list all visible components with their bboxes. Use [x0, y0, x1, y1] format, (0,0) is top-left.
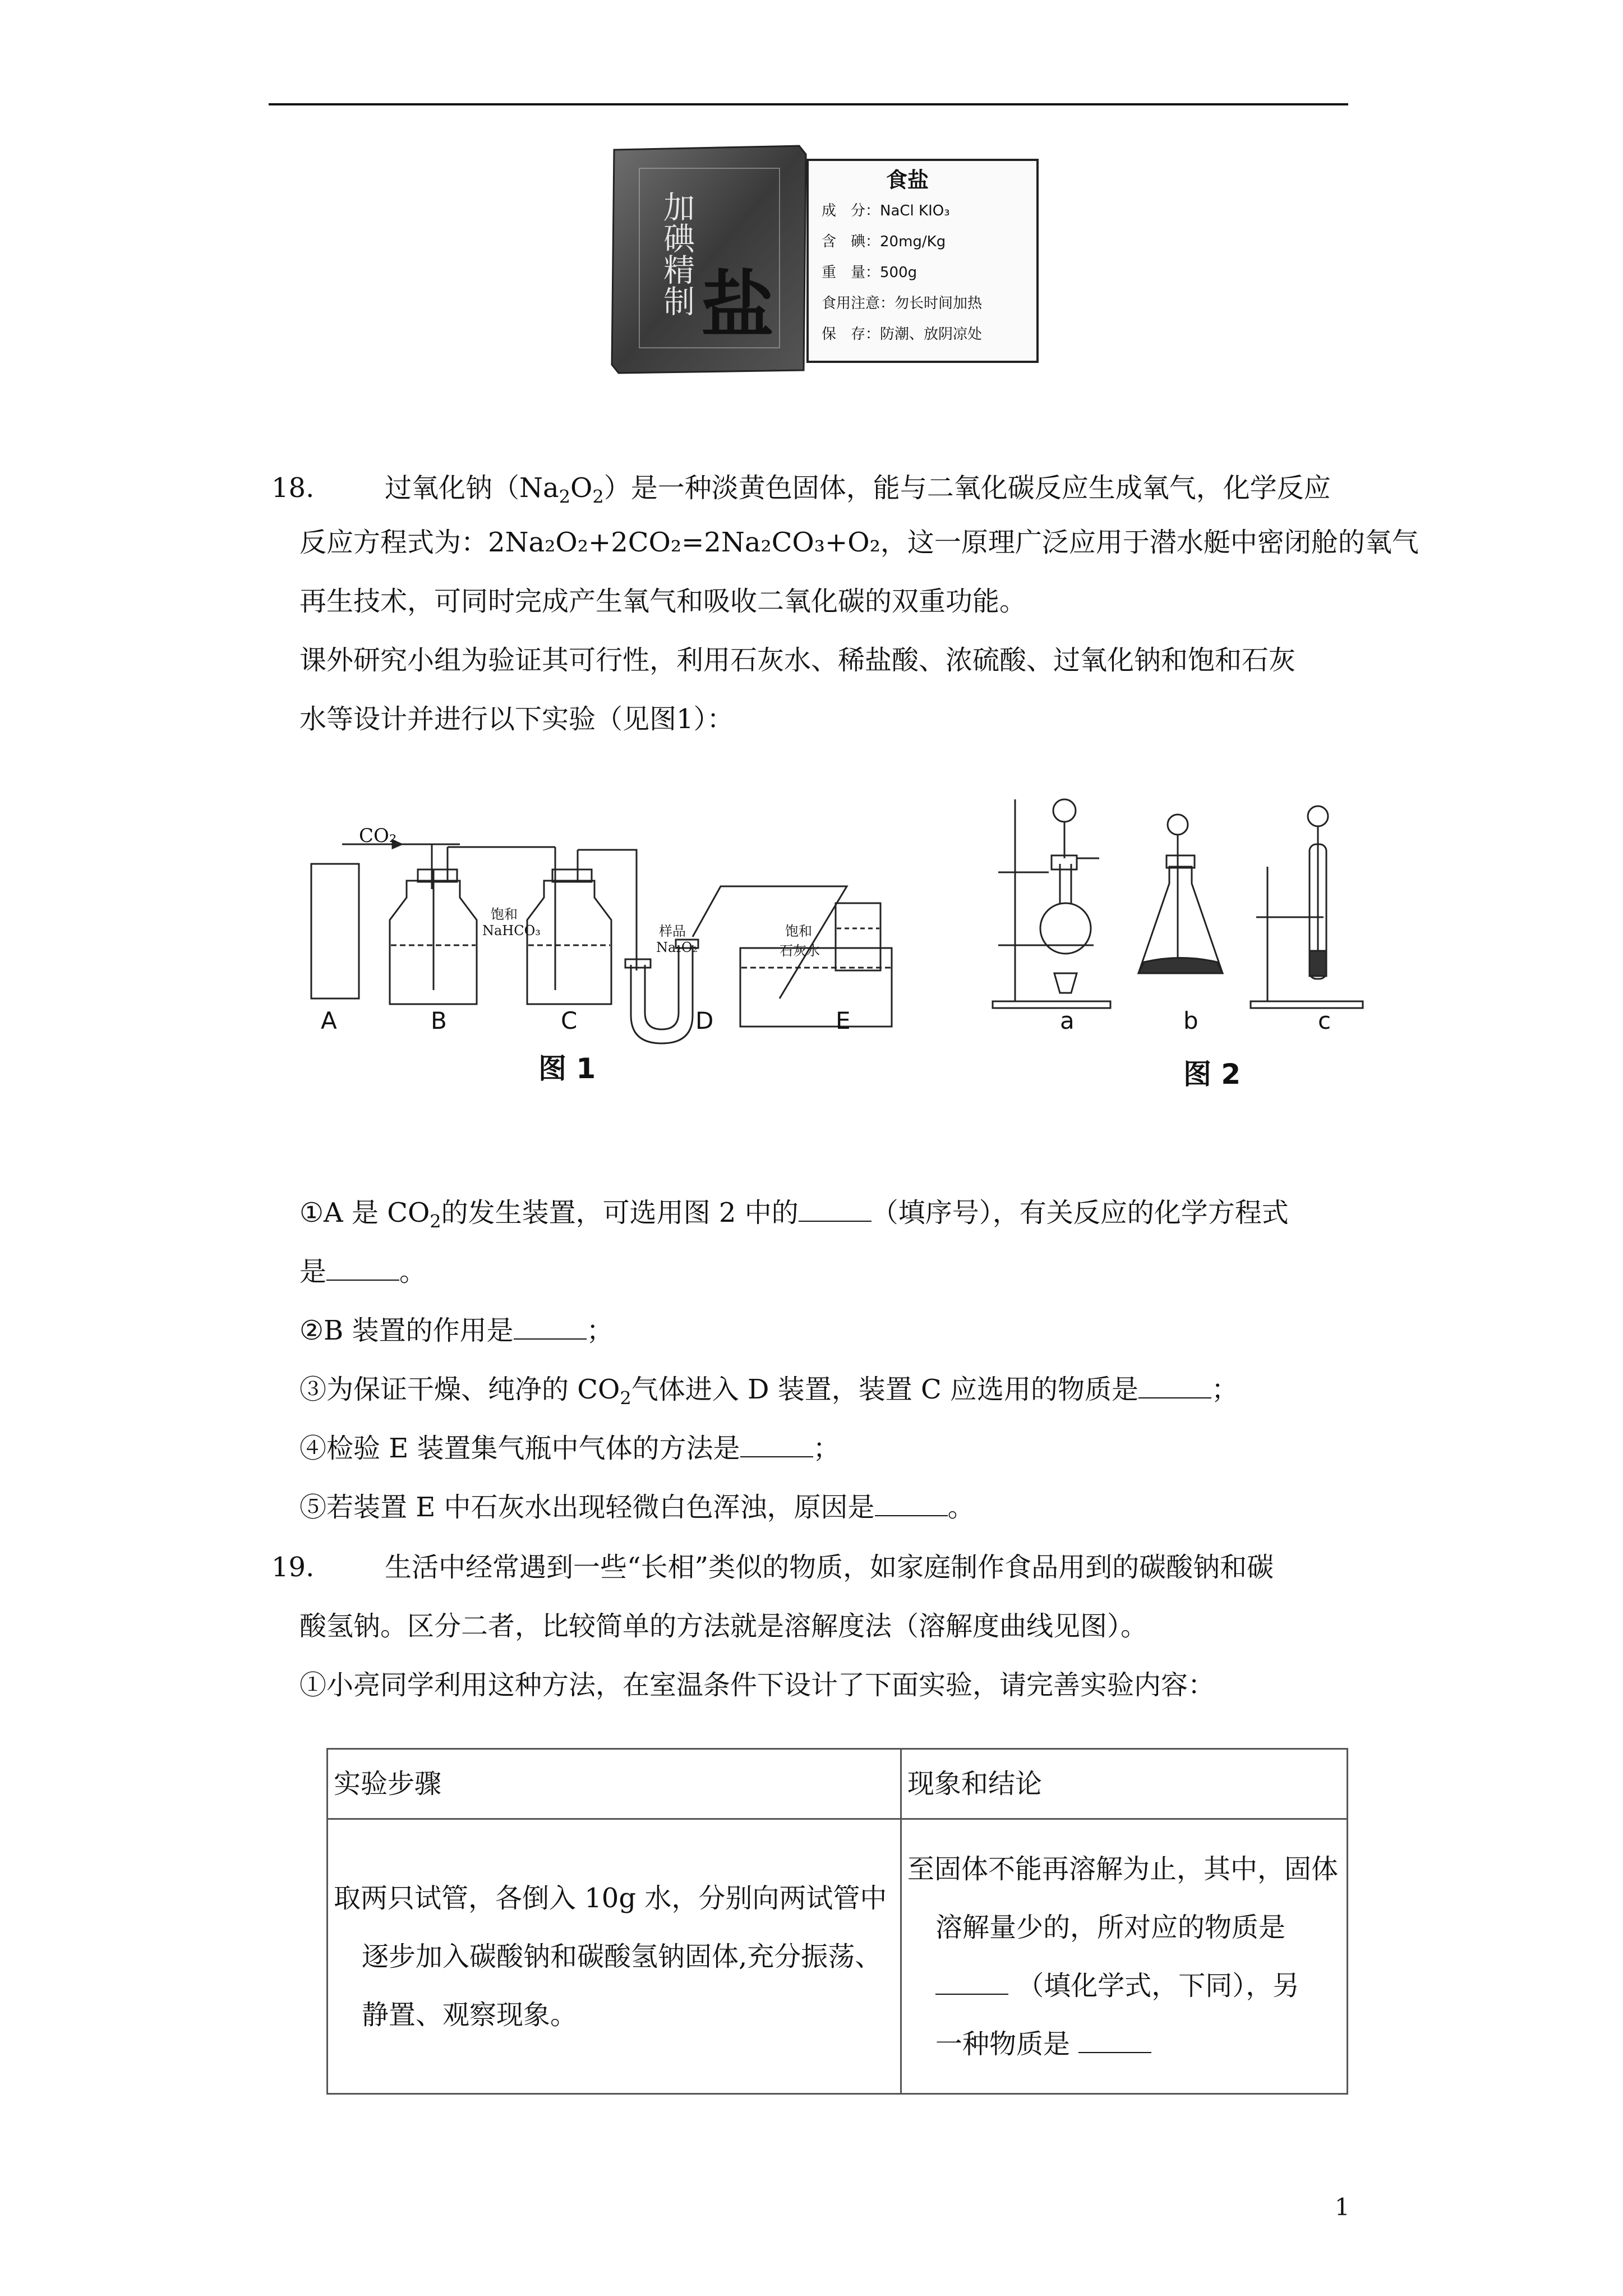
table-cell-results: 至固体不能再溶解为止，其中，固体 溶解量少的，所对应的物质是 （填化学式，下同），另 一种物质是: [901, 1819, 1348, 2094]
fig1-label-b: B: [431, 1007, 447, 1034]
answer-blank[interactable]: [1078, 2027, 1151, 2053]
table-header-steps: 实验步骤: [328, 1749, 901, 1819]
fig2-label-c: c: [1318, 1007, 1331, 1034]
q19-para2: ①小亮同学利用这种方法，在室温条件下设计了下面实验，请完善实验内容：: [299, 1669, 1215, 1701]
experiment-table: [326, 1748, 1348, 2095]
q18-sub2: ②B 装置的作用是 ；: [299, 1315, 614, 1346]
answer-blank[interactable]: [740, 1432, 813, 1457]
salt-bag-mark: 盐: [701, 262, 774, 348]
q18-sub1-line1: ①A 是 $CO_2$的发生装置，可选用图 2 中的 （填序号），有关反应的化学方程式: [299, 1197, 1289, 1232]
device-c: [527, 881, 611, 1004]
device-a: [311, 864, 359, 999]
fig1-label-d: D: [695, 1007, 714, 1034]
q18-para1-line1: 过氧化钠$(Na_2O_2)$是一种淡黄色固体，能与二氧化碳反应生成氧气，化学反应: [385, 472, 1331, 508]
q18-para1-line2: 反应方程式为：2Na₂O₂+2CO₂=2Na₂CO₃+O₂，这一原理广泛应用于潜水艇中密闭舱的氧气: [299, 527, 1419, 558]
answer-blank[interactable]: [514, 1314, 587, 1340]
q18-para1-line3: 再生技术，可同时完成产生氧气和吸收二氧化碳的双重功能。: [299, 586, 1027, 617]
salt-label-row: 成 分：NaCl KIO₃: [822, 203, 950, 219]
fig2-label-b: b: [1183, 1007, 1198, 1034]
answer-blank[interactable]: [326, 1255, 399, 1281]
answer-blank[interactable]: [875, 1490, 948, 1516]
fig1-sample-label: Na₂O₂: [656, 940, 698, 955]
fig1-label-c: C: [561, 1007, 578, 1034]
device-c: [1251, 1001, 1363, 1008]
fig1-nahco3-label: 饱和: [491, 907, 518, 922]
q19-para1-line2: 酸氢钠。区分二者，比较简单的方法就是溶解度法（溶解度曲线见图）。: [299, 1611, 1148, 1642]
figure-2-apparatus: [987, 788, 1391, 1024]
fig1-caption: 图 1: [538, 1052, 596, 1085]
answer-blank[interactable]: [799, 1196, 872, 1222]
answer-blank[interactable]: [935, 1969, 1008, 1995]
table-header-row: [328, 1749, 1348, 1819]
fig1-nahco3-label: NaHCO₃: [482, 923, 541, 938]
salt-label-row: 保 存：防潮、放阴凉处: [822, 326, 983, 343]
q18-sub3: ③为保证干燥、纯净的 $CO_2$气体进入 D 装置，装置 C 应选用的物质是 ；: [299, 1374, 1238, 1409]
q18-para2-line1: 课外研究小组为验证其可行性，利用石灰水、稀盐酸、浓硫酸、过氧化钠和饱和石灰: [299, 645, 1296, 676]
salt-bag-text: 加碘精制: [658, 191, 695, 316]
q18-sub4: ④检验 E 装置集气瓶中气体的方法是 ；: [299, 1433, 840, 1464]
table-header-results: 现象和结论: [901, 1749, 1348, 1819]
salt-label-row: 重 量：500g: [822, 264, 917, 281]
fig1-lime-label: 饱和: [785, 923, 812, 939]
q18-sub5: ⑤若装置 E 中石灰水出现轻微白色浑浊，原因是 。: [299, 1492, 975, 1523]
table-row: [328, 1819, 1348, 2094]
page-number: 1: [1335, 2193, 1350, 2221]
q18-sub1-line2: 是 。: [299, 1256, 427, 1287]
question-number: 19.: [271, 1552, 315, 1583]
fig1-sample-label: 样品: [659, 923, 686, 939]
fig2-caption: 图 2: [1183, 1058, 1241, 1091]
device-e: [740, 948, 892, 1027]
fig1-label-a: A: [321, 1007, 337, 1034]
fig1-co2-label: CO₂: [359, 825, 397, 847]
fig1-lime-label: 石灰水: [780, 943, 820, 959]
q18-para2-line2: 水等设计并进行以下实验（见图1）：: [299, 703, 734, 735]
question-number: 18.: [271, 472, 315, 504]
salt-label-row: 含 碘：20mg/Kg: [822, 233, 946, 250]
device-a: [993, 1001, 1110, 1008]
header-rule: [269, 103, 1348, 105]
table-cell-steps: 取两只试管，各倒入 10g 水，分别向两试管中 逐步加入碳酸钠和碳酸氢钠固体,充分振荡、 静置、观察现象。: [328, 1819, 901, 2094]
answer-blank[interactable]: [1138, 1373, 1211, 1398]
salt-label-row: 食用注意：勿长时间加热: [822, 295, 983, 312]
q19-para1-line1: 生活中经常遇到一些“长相”类似的物质，如家庭制作食品用到的碳酸钠和碳: [385, 1552, 1274, 1583]
salt-label-title: 食盐: [886, 168, 929, 192]
fig1-label-e: E: [836, 1007, 851, 1034]
fig2-label-a: a: [1060, 1007, 1075, 1034]
